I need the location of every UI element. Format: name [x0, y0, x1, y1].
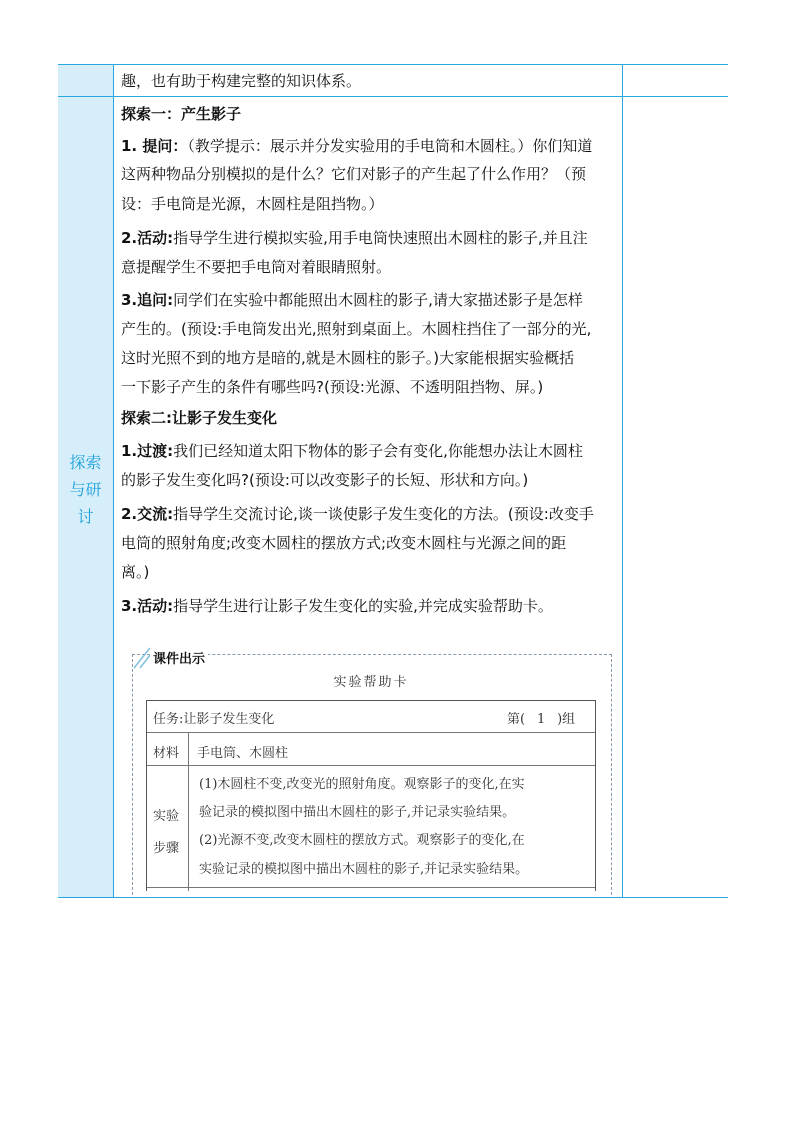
question-line-1	[121, 136, 592, 156]
inner-row-divider	[147, 732, 595, 733]
text-span: 同学们在实验中都能照出木圆柱的影子,请大家描述影子是怎样	[173, 291, 583, 309]
row-divider	[58, 96, 728, 97]
transition-line-1	[121, 441, 583, 461]
transition-line-2: 的影子发生变化吗?(预设:可以改变影子的长短、形状和方向。)	[121, 471, 529, 489]
text-span: （教学提示：展示并分发实验用的手电筒和木圆柱。）你们知道	[187, 137, 593, 155]
inner-col-divider	[188, 732, 189, 891]
text-span: 我们已经知道太阳下物体的影子会有变化,你能想办法让木圆柱	[173, 442, 583, 460]
top-row-text: 趣，也有助于构建完整的知识体系。	[121, 72, 362, 90]
card-badge-text: 课件出示	[150, 648, 208, 667]
exchange-line-2: 电筒的照射角度;改变木圆柱的摆放方式;改变木圆柱与光源之间的距	[121, 534, 567, 552]
lesson-table	[58, 64, 728, 898]
steps-label: 实验	[153, 809, 180, 824]
table-top-border	[58, 64, 728, 65]
text-span: 1	[536, 712, 546, 727]
explore2-heading: 探索二:让影子发生变化	[121, 409, 277, 427]
section-label-line: 与研	[69, 480, 102, 499]
text-span: 第(	[507, 712, 526, 727]
text-span: 指导学生交流讨论,谈一谈使影子发生变化的方法。(预设:改变手	[173, 505, 594, 523]
inner-row-divider	[147, 765, 595, 766]
followup-label: 3.追问:	[121, 291, 174, 309]
inner-bottom-border	[147, 887, 595, 888]
text-span: 指导学生进行模拟实验,用手电筒快速照出木圆柱的影子,并且注	[173, 229, 588, 247]
group-number	[507, 708, 575, 727]
explore1-heading: 探索一：产生影子	[121, 105, 242, 123]
text-span: 指导学生进行让影子发生变化的实验,并完成实验帮助卡。	[173, 597, 553, 615]
step2-line-1: (2)光源不变,改变木圆柱的摆放方式。观察影子的变化,在	[199, 833, 525, 848]
task-label: 任务:让影子发生变化	[153, 712, 275, 727]
card-title: 实验帮助卡	[333, 675, 409, 690]
section-label-line: 探索	[69, 453, 102, 472]
step1-line-2: 验记录的模拟图中描出木圆柱的影子,并记录实验结果。	[199, 805, 516, 820]
exchange-label: 2.交流:	[121, 505, 174, 523]
column-divider-2	[622, 64, 623, 898]
section-label-line: 讨	[77, 507, 94, 526]
top-label-cell	[58, 64, 113, 96]
step1-line-1: (1)木圆柱不变,改变光的照射角度。观察影子的变化,在实	[199, 777, 525, 792]
followup-line-4: 一下影子产生的条件有哪些吗?(预设:光源、不透明阻挡物、屏。)	[121, 378, 544, 396]
followup-line-1	[121, 290, 583, 310]
material-value: 手电筒、木圆柱	[197, 746, 289, 761]
text-span: )组	[557, 712, 576, 727]
followup-line-2: 产生的。(预设:手电筒发出光,照射到桌面上。木圆柱挡住了一部分的光,	[121, 320, 592, 338]
question-line-3: 设：手电筒是光源，木圆柱是阻挡物。）	[121, 195, 384, 213]
activity-line-2: 意提醒学生不要把手电筒对着眼睛照射。	[121, 258, 392, 276]
transition-label: 1.过渡:	[121, 442, 174, 460]
table-bottom-border	[58, 897, 728, 898]
question-line-2: 这两种物品分别模拟的是什么？它们对影子的产生起了什么作用？（预	[121, 165, 587, 183]
activity-line-1	[121, 228, 588, 248]
section-label	[58, 449, 113, 530]
activity2-line-1	[121, 596, 553, 616]
step2-line-2: 实验记录的模拟图中描出木圆柱的影子,并记录实验结果。	[199, 862, 529, 877]
steps-label: 步骤	[153, 841, 180, 856]
exchange-line-3: 离。)	[121, 563, 150, 581]
column-divider-1	[113, 64, 114, 898]
help-card-table	[146, 700, 596, 891]
question-label: 1. 提问：	[121, 137, 188, 155]
activity2-label: 3.活动:	[121, 597, 174, 615]
followup-line-3: 这时光照不到的地方是暗的,就是木圆柱的影子。)大家能根据实验概括	[121, 349, 575, 367]
material-label: 材料	[153, 746, 180, 761]
exchange-line-1	[121, 504, 594, 524]
activity-label: 2.活动:	[121, 229, 174, 247]
